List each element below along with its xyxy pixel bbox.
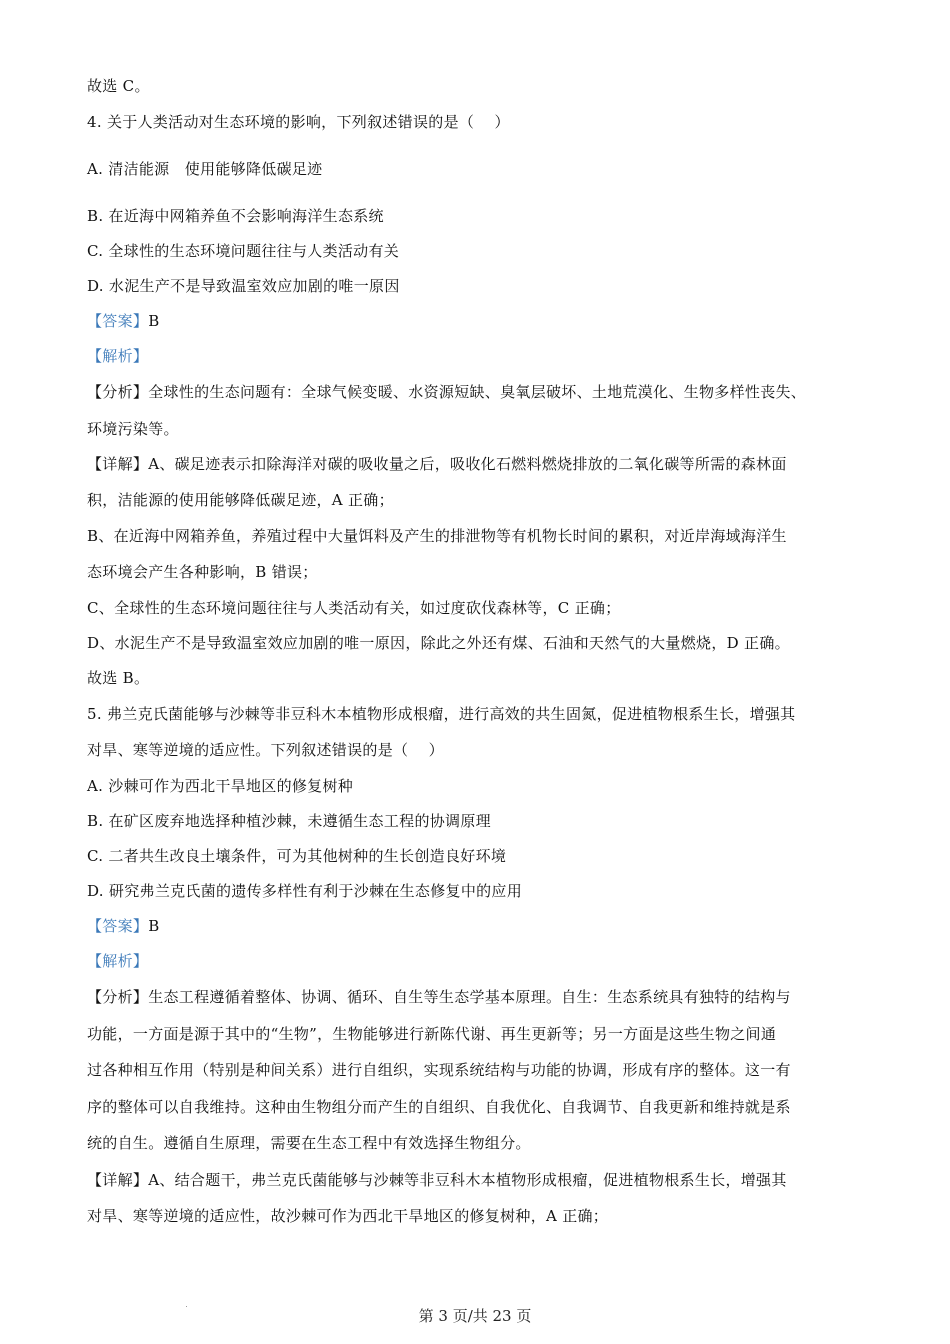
line-text: B [148,917,160,935]
line-text: 积，洁能源的使用能够降低碳足迹，A 正确； [87,491,394,509]
text-line [87,311,160,331]
line-text: B. 在近海中网箱养鱼不会影响海洋生态系统 [87,207,384,225]
line-text: 故选 B。 [87,669,150,687]
text-line [87,76,150,96]
line-text: 统的自生。遵循自生原理，需要在生态工程中有效选择生物组分。 [87,1134,531,1152]
text-line [87,419,179,439]
text-line [87,740,444,760]
line-text: 4. 关于人类活动对生态环境的影响，下列叙述错误的是（ ） [87,113,510,131]
line-text: 环境污染等。 [87,420,179,438]
text-line [87,1133,531,1153]
page-footer: 第 3 页/共 23 页 [418,1307,532,1325]
text-line [87,881,522,901]
text-line [87,526,787,546]
text-line [87,776,353,796]
text-line [87,668,149,688]
text-line [87,1097,791,1117]
text-line [87,490,394,510]
line-text: 对旱、寒等逆境的适应性，故沙棘可作为西北干旱地区的修复树种，A 正确； [87,1207,609,1225]
text-line [87,562,318,582]
line-text: C. 二者共生改良土壤条件，可为其他树种的生长创造良好环境 [87,847,507,865]
text-line [87,598,621,618]
line-text: 故选 C。 [87,77,150,95]
text-line [87,159,322,179]
line-text: B. 在矿区废弃地选择种植沙棘，未遵循生态工程的协调原理 [87,812,491,830]
text-line [87,1170,787,1190]
section-label: 【解析】 [87,347,149,365]
line-text: 对旱、寒等逆境的适应性。下列叙述错误的是（ ） [87,741,444,759]
text-line [87,112,510,132]
text-line [87,987,791,1007]
text-line [87,206,384,226]
line-text: 全球性的生态问题有：全球气候变暖、水资源短缺、臭氧层破坏、土地荒漠化、生物多样性丧失、 [148,383,807,401]
section-label: 【详解】 [87,1171,149,1189]
text-line [87,1206,608,1226]
section-label: 【答案】 [87,917,149,935]
text-line [87,633,790,653]
text-line [87,382,806,402]
line-text: 生态工程遵循着整体、协调、循环、自生等生态学基本原理。自生：生态系统具有独特的结构与 [148,988,791,1006]
text-line [87,276,400,296]
section-label: 【详解】 [87,455,149,473]
text-line [87,346,148,366]
line-text: A、结合题干，弗兰克氏菌能够与沙棘等非豆科木本植物形成根瘤，促进植物根系生长，增强其 [148,1171,787,1189]
line-text: A、碳足迹表示扣除海洋对碳的吸收量之后，吸收化石燃料燃烧排放的二氧化碳等所需的森林面 [148,455,787,473]
section-label: 【分析】 [87,383,149,401]
line-text: A. 清洁能源 使用能够降低碳足迹 [87,160,323,178]
line-text: 过各种相互作用（特别是种间关系）进行自组织，实现系统结构与功能的协调，形成有序的整体。这一有 [87,1061,791,1079]
text-line [87,951,148,971]
line-text: 5. 弗兰克氏菌能够与沙棘等非豆科木本植物形成根瘤，进行高效的共生固氮，促进植物根系生长，增强其 [87,705,796,723]
section-label: 【解析】 [87,952,149,970]
text-line [87,811,491,831]
line-text: D、水泥生产不是导致温室效应加剧的唯一原因，除此之外还有煤、石油和天然气的大量燃烧，D 正确。 [87,634,790,652]
line-text: D. 水泥生产不是导致温室效应加剧的唯一原因 [87,277,400,295]
text-line [87,846,506,866]
text-line [87,454,787,474]
section-label: 【分析】 [87,988,149,1006]
text-line [87,241,399,261]
line-text: 序的整体可以自我维持。这种由生物组分而产生的自组织、自我优化、自我调节、自我更新和维持就是系 [87,1098,791,1116]
line-text: 功能，一方面是源于其中的“生物”，生物能够进行新陈代谢、再生更新等；另一方面是这些生物之间通 [87,1025,777,1043]
text-line [87,1024,776,1044]
line-text: B、在近海中网箱养鱼，养殖过程中大量饵料及产生的排泄物等有机物长时间的累积，对近岸海域海洋生 [87,527,787,545]
section-label: 【答案】 [87,312,149,330]
line-text: D. 研究弗兰克氏菌的遗传多样性有利于沙棘在生态修复中的应用 [87,882,523,900]
text-line [87,1060,791,1080]
text-line [87,916,160,936]
line-text: 态环境会产生各种影响，B 错误； [87,563,318,581]
line-text: C、全球性的生态环境问题往往与人类活动有关，如过度砍伐森林等，C 正确； [87,599,621,617]
text-line [87,704,795,724]
line-text: B [148,312,160,330]
line-text: C. 全球性的生态环境问题往往与人类活动有关 [87,242,400,260]
line-text: A. 沙棘可作为西北干旱地区的修复树种 [87,777,354,795]
